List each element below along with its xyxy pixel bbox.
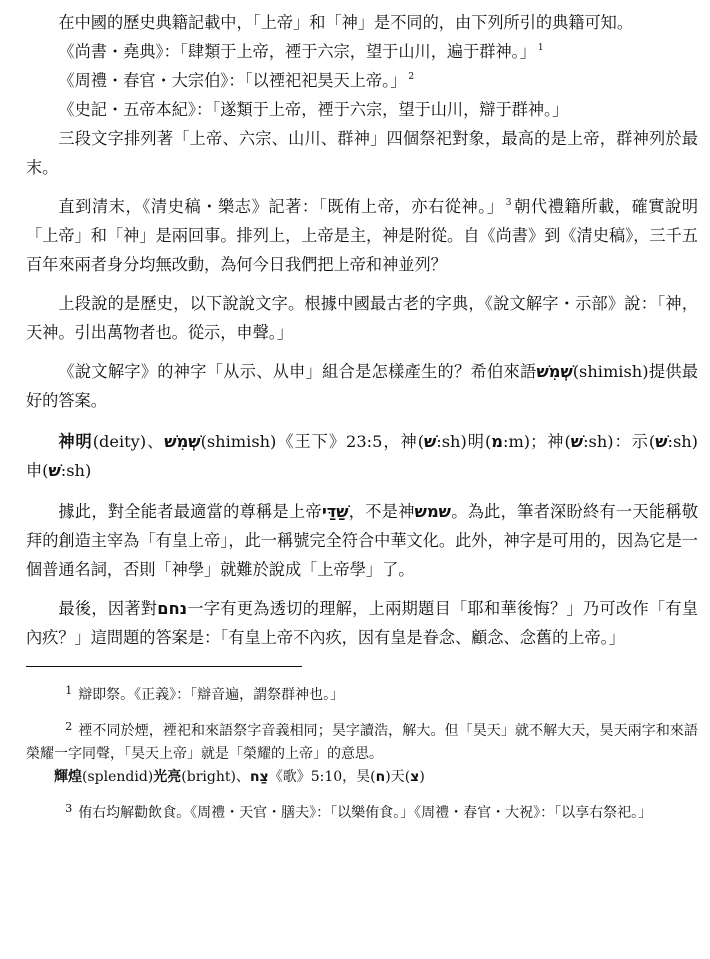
footnote-3-number: 3	[65, 802, 73, 815]
quote-zhouli	[26, 66, 698, 95]
term-bright: 光亮	[153, 769, 182, 785]
deity-text-6: :sh) 申(	[26, 432, 698, 480]
shaddai-text-a: 據此，對全能者最適當的尊稱是上帝	[58, 502, 322, 521]
qing-history-text-b: 朝代禮籍所載，確實說明「上帝」和「神」是兩回事。排列上，上帝是主，神是附從。自《尚書》到《清史稿》，三千五百年來兩者身分均無改動，為何今日我們把上帝和神並列？	[26, 197, 699, 274]
deity-text-5: :sh)：示(	[583, 432, 656, 451]
paragraph-conclusion	[26, 594, 698, 652]
fn2-text-2: (bright)、	[181, 769, 250, 785]
footnote-ref-1[interactable]: 1	[537, 43, 544, 53]
hebrew-shimish: שְׁמִשׁ	[536, 362, 573, 381]
paragraph-qing-history	[26, 192, 698, 279]
footnote-ref-2[interactable]: 2	[408, 72, 415, 82]
paragraph-shuowen: 上段說的是歷史，以下說說文字。根據中國最古老的字典，《說文解字・示部》說：「神，天神。引出萬物者也。從示，申聲。」	[26, 294, 698, 342]
footnote-3	[26, 797, 698, 825]
footnote-2-line2	[26, 766, 698, 789]
quote-shangshu	[26, 37, 698, 66]
footnote-divider	[26, 666, 302, 667]
shaddai-text-b: ，不是神	[348, 502, 415, 521]
hebrew-shemesh: שמש	[414, 502, 451, 521]
hebrew-tsadi: צ	[410, 769, 420, 785]
footnote-3-text: 侑右均解勸飲食。《周禮・天官・膳夫》：「以樂侑食。」《周禮・春官・大祝》：「以享右祭祀。」	[78, 805, 653, 821]
hebrew-shin-1: שׁ	[424, 432, 437, 451]
term-splendid: 輝煌	[54, 769, 82, 785]
deity-text-2: (shimish)《王下》23:5，神(	[200, 432, 425, 451]
hebrew-mem: מ	[491, 432, 503, 451]
paragraph-sacrifice-order: 三段文字排列著「上帝、六宗、山川、群神」四個祭祀對象，最高的是上帝，群神列於最末。	[26, 129, 698, 177]
fn2-text-1: (splendid)	[82, 769, 154, 785]
paragraph-intro: 在中國的歷史典籍記載中，「上帝」和「神」是不同的，由下列所引的典籍可知。	[58, 13, 634, 32]
hebrew-tsach: צַח	[249, 769, 269, 785]
quote-shiji: 《史記・五帝本紀》：「遂類于上帝，禋于六宗，望于山川，辯于群神。」	[58, 100, 569, 119]
hebrew-chet: ח	[375, 769, 386, 785]
footnote-1-number: 1	[65, 684, 73, 697]
quote-shangshu-text: 《尚書・堯典》：「肆類于上帝，禋于六宗，望于山川，遍于群神。」	[58, 42, 536, 61]
footnote-2-text: 禋不同於煙，禋祀和來語祭字音義相同；昊字讀浩，解大。但「昊天」就不解大天，昊天兩字和來語榮耀一字同聲，「昊天上帝」就是「榮耀的上帝」的意思。	[26, 723, 698, 762]
fn2-text-3: 《歌》5:10，昊(	[268, 769, 376, 785]
hebrew-nacham: נחם	[157, 599, 188, 618]
footnote-1	[26, 679, 698, 707]
footnote-ref-3[interactable]: 3	[505, 198, 512, 208]
deity-text-4: :m)；神(	[503, 432, 571, 451]
paragraph-shen-character	[26, 357, 698, 415]
conclusion-text-a: 最後，因著對	[58, 599, 158, 618]
paragraph-deity-definition	[26, 427, 698, 485]
deity-text-1: (deity)、	[92, 432, 165, 451]
document-page	[26, 8, 698, 825]
footnote-1-text: 辯即祭。《正義》：「辯音遍，謂祭群神也。」	[78, 687, 345, 703]
shen-character-text-b: (shimish)提供最好的答案。	[26, 362, 698, 410]
hebrew-shimish-2: שְׁמִשׁ	[164, 432, 201, 451]
shaddai-text-c: 。為此，筆者深盼終有一天能稱敬拜的創造主宰為「有皇上帝」，此一稱號完全符合中華文化。此外，神字是可用的，因為它是一個普通名詞，否則「神學」就難於說成「上帝學」了。	[26, 502, 699, 579]
shen-character-text-a: 《說文解字》的神字「从示、从申」組合是怎樣產生的？希伯來語	[58, 362, 537, 381]
paragraph-shaddai	[26, 497, 698, 584]
fn2-text-5: )	[419, 769, 425, 785]
hebrew-shin-4: שׁ	[48, 461, 61, 480]
term-deity: 神明	[58, 432, 93, 451]
deity-text-3: :sh)明(	[436, 432, 492, 451]
hebrew-shin-3: שׁ	[655, 432, 668, 451]
conclusion-text-b: 一字有更為透切的理解，上兩期題目「耶和華後悔？」乃可改作「有皇內疚？」這問題的答案是：「有皇上帝不內疚，因有皇是眷念、顧念、念舊的上帝。」	[26, 599, 699, 647]
footnote-2	[26, 715, 698, 766]
qing-history-text-a: 直到清末，《清史稿・樂志》記著：「既侑上帝，亦右從神。」	[58, 197, 504, 216]
fn2-text-4: )天(	[385, 769, 411, 785]
hebrew-shin-2: שׁ	[570, 432, 584, 451]
hebrew-shaddai: שַׁדַּי	[321, 502, 349, 521]
quote-zhouli-text: 《周禮・春官・大宗伯》：「以禋祀祀昊天上帝。」	[58, 71, 407, 90]
deity-text-7: :sh)	[60, 461, 92, 480]
footnote-2-number: 2	[65, 720, 73, 733]
